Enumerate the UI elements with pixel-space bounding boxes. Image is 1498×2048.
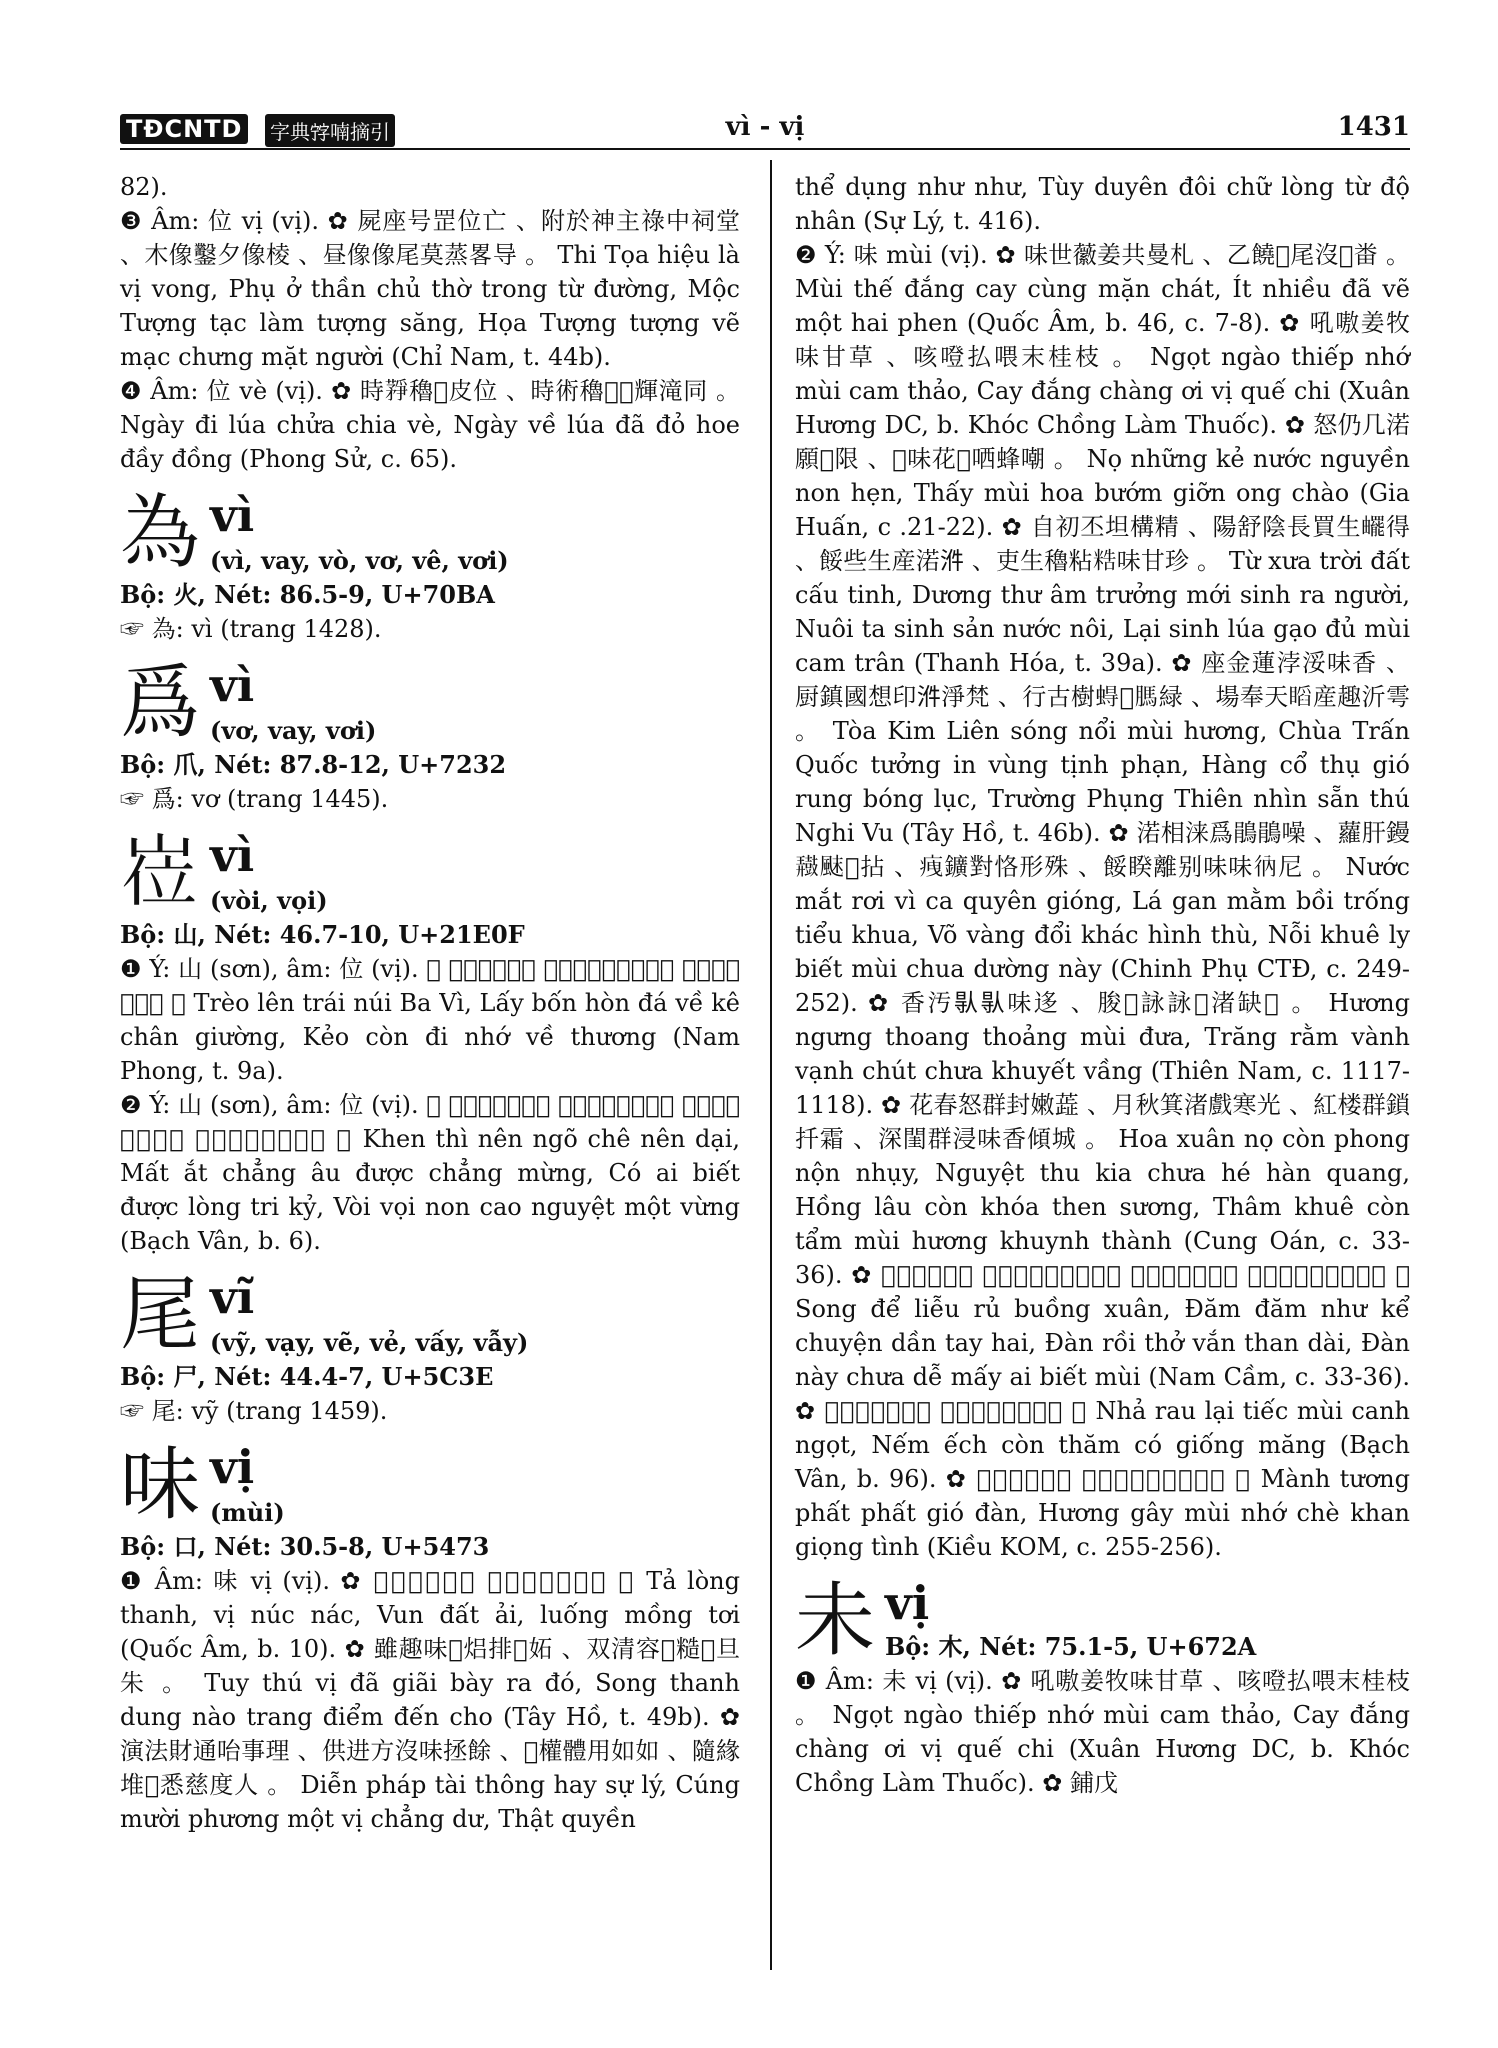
variants: (vòi, vọi) <box>210 886 328 915</box>
definition-paragraph: ❶ Âm: 未 vị (vị). ✿ 吼嗷姜牧味甘草 、咳噔払喂末桂枝 。 Ngọt ngào thiếp nhớ mùi cam thảo, Cay đắng chàng ơi vị quế chi (Xuân Hương DC, b. Khóc Chồng Làm Thuốc). ✿ 鋪戊 <box>795 1667 1410 1797</box>
variants: (vơ, vay, vơi) <box>210 716 377 745</box>
definition-paragraph: ❸ Âm: 位 vị (vị). ✿ 屍座号罡位亡 、附於神主祿中祠堂 、木像鑿夕像棱 、昼像像尾莫蒸畧导 。 Thi Tọa hiệu là vị vong, Phụ ở thần chủ thờ trong từ đường, Mộc Tượng tạc làm tượng săng, Họa Tượng tượng vẽ mạc chưng mặt người (Chỉ Nam, t. 44b). <box>120 207 740 371</box>
headword-char: 爲 <box>120 656 200 749</box>
running-head: vì - vị <box>725 112 805 142</box>
cross-reference: ☞ 爲: vơ (trang 1445). <box>120 785 389 813</box>
page-header <box>120 112 1410 148</box>
definition-paragraph: ❹ Âm: 位 vè (vị). ✿ 時𦽰穭𥻸皮位 、時術穭𣎏𦎡輝滝同 。 Ngày đi lúa chửa chia vè, Ngày về lúa đã đỏ hoe đầy đồng (Phong Sử, c. 65). <box>120 377 740 473</box>
definition-paragraph: ❷ Ý: 山 (sơn), âm: 位 (vị). ✿ 𣅶時𣐊午吱𣐊曳 、𠅒𢷀庄歐特庄𢠩 、固埃别特悉知己 、𡸏𡸏𡸏高月𢥋𣷭 。 Khen thì nên ngõ chê nên dại, Mất ắt chẳng âu được chẳng mừng, Có ai biết được lòng tri kỷ, Vòi vọi non cao nguyệt một vừng (Bạch Vân, b. 6). <box>120 1091 740 1255</box>
radical-info: Bộ: 尸, Nét: 44.4-7, U+5C3E <box>120 1362 494 1391</box>
headword: vì <box>210 488 255 542</box>
entry-vi-4 <box>120 1268 740 1428</box>
entry-vi-6 <box>795 1574 1410 1800</box>
headword-char: 味 <box>120 1438 200 1531</box>
left-column <box>120 170 740 1836</box>
definition-paragraph: thể dụng như như, Tùy duyên đôi chữ lòng từ độ nhân (Sự Lý, t. 416). <box>795 173 1410 235</box>
right-column <box>795 170 1410 1800</box>
headword: vị <box>210 1440 255 1494</box>
definition-paragraph: ❶ Âm: 味 vị (vị). ✿ 𤄯悉清味𦲸渃 、垺坦隘𡗶𦷫意 。 Tả lòng thanh, vị núc nác, Vun đất ải, luống mồng tơi (Quốc Âm, b. 10). ✿ 雖趣味𠲥焒排𤳸妬 、双清容𢢢糙𤈜旦朱 。 Tuy thú vị đã giãi bày ra đó, Song thanh dung nào trang điểm đến cho (Tây Hồ, t. 49b). ✿ 演法財通咍事理 、供进方沒味拯餘 、𡓡權體用如如 、隨緣堆𡗋悉慈度人 。 Diễn pháp tài thông hay sự lý, Cúng mười phương một vị chẳng dư, Thật quyền <box>120 1567 740 1833</box>
radical-info: Bộ: 爪, Nét: 87.8-12, U+7232 <box>120 750 507 779</box>
logo-tdcntd: TĐCNTD <box>120 114 248 144</box>
radical-info: Bộ: 山, Nét: 46.7-10, U+21E0F <box>120 920 525 949</box>
entry-vi-2 <box>120 656 740 816</box>
headword-char: 尾 <box>120 1268 200 1361</box>
headword: vì <box>210 658 255 712</box>
radical-info: Bộ: 口, Nét: 30.5-8, U+5473 <box>120 1532 490 1561</box>
definition-paragraph: ❶ Ý: 山 (sơn), âm: 位 (vị). ✿ 𨇒𨖲磧岃𢀨𡸏 、𢬣𡵒𡕯𥗍術穭𨅸𣞪 、𠫾群𦝄汝術傷 。 Trèo lên trái núi Ba Vì, Lấy bốn hòn đá về kê chân giường, Kẻo còn đi nhớ về thương (Nam Phong, t. 9a). <box>120 955 740 1085</box>
text-line: 82). <box>120 173 168 201</box>
header-rule <box>120 148 1410 150</box>
entry-vi-3 <box>120 826 740 1258</box>
variants: (vỹ, vạy, vẽ, vẻ, vấy, vẫy) <box>210 1328 529 1357</box>
headword-char: 𡸏 <box>120 826 200 919</box>
logo-han-nom: 字典𡨸喃摘引 <box>265 114 395 147</box>
radical-info: Bộ: 木, Nét: 75.1-5, U+672A <box>885 1632 1257 1661</box>
headword: vì <box>210 828 255 882</box>
headword: vĩ <box>210 1270 255 1324</box>
variants: (vì, vay, vò, vơ, vê, vơi) <box>210 546 509 575</box>
radical-info: Bộ: 火, Nét: 86.5-9, U+70BA <box>120 580 495 609</box>
entry-vi-1 <box>120 486 740 646</box>
definition-paragraph: ❷ Ý: 味 mùi (vị). ✿ 味世𧃸姜共曼札 、乙饒𡗉尾沒𠄩畨 。 Mùi thế đắng cay cùng mặn chát, Ít nhiều đã vẽ một hai phen (Quốc Âm, b. 46, c. 7-8). ✿ 吼嗷姜牧味甘草 、咳噔払喂末桂枝 。 Ngọt ngào thiếp nhớ mùi cam thảo, Cay đắng chàng ơi vị quế chi (Xuân Hương DC, b. Khóc Chồng Làm Thuốc). ✿ 怒仍几渃願𡀳限 、𧡊味花𧋆哂蜂嘲 。 Nọ những kẻ nước nguyền non hẹn, Thấy mùi hoa bướm giỡn ong chào (Gia Huấn, c .21-22). ✿ 自初丕坦構精 、陽舒陰長買生𤳸得 、餒些生産渃𣴓 、吏生穭粘𥺊味甘珍 。 Từ xưa trời đất cấu tinh, Dương thư âm trưởng mới sinh ra người, Nuôi ta sinh sản nước nôi, Lại sinh lúa gạo đủ mùi cam trân (Thanh Hóa, t. 39a). ✿ 座金蓮浡浽味香 、厨鎮國想印𣴓淨梵 、行古樹𧍋𢯏𦟐緑 、場奉天𥉰産趣沂雩 。 Tòa Kim Liên sóng nổi mùi hương, Chùa Trấn Quốc tưởng in vùng tịnh phạn, Hàng cổ thụ gió rung bóng lục, Trường Phụng Thiên nhìn sẵn thú Nghi Vu (Tây Hồ, t. 46b). ✿ 渃相涞爲鵑鵑噪 、蘿肝鏝𪔠𩗂𤏣拈 、𤵺鑛對恪形殊 、餒睽離别味味𢓇尼 。 Nước mắt rơi vì ca quyên gióng, Lá gan mằm bồi trống tiểu khua, Võ vàng đổi khác hình thù, Nỗi khuê ly biết mùi chua dường này (Chinh Phụ CTĐ, c. 249-252). ✿ 香汚𠊛𠊛味迻 、朘𣛨詠詠𥑩渚缺𨱽 。 Hương ngưng thoang thoảng mùi đưa, Trăng rằm vành vạnh chút chưa khuyết vầng (Thiên Nam, c. 1117-1118). ✿ 花春怒群封嫩蕋 、月秋箕渚戲寒光 、紅楼群鎖扦霜 、深閨群浸味香傾城 。 Hoa xuân nọ còn phong nộn nhụy, Nguyệt thu kia chưa hé hàn quang, Hồng lâu còn khóa then sương, Thâm khuê còn tẩm mùi hương khuynh thành (Cung Oán, c. 33-36). ✿ 𢷀𦀼柳𢭮房春 、吭吭如計傳寅𢮿𦝄 、彈耒咀𦀊嘆𠰉 、彈尼諸易𠅒埃别味 。 Song để liễu rủ buồng xuân, Đăm đăm như kể chuyện dần tay hai, Đàn rồi thở vắn than dài, Đàn này chưa dễ mấy ai biết mùi (Nam Cầm, c. 33-36). ✿ 𠰷𦼔吏惜味羮吼 、唸蝛𧋹𥊚固種𦬑 。 Nhả rau lại tiếc mùi canh ngọt, Nếm ếch còn thăm có giống măng (Bạch Vân, b. 96). ✿ 𢲣湘拂拂𧋆弹 、香𩑗味牧茶看𠿯情 。 Mành tương phất phất gió đàn, Hương gây mùi nhớ chè khan giọng tình (Kiều KOM, c. 255-256). <box>795 241 1410 1561</box>
cross-reference: ☞ 尾: vỹ (trang 1459). <box>120 1397 388 1425</box>
variants: (mùi) <box>210 1498 285 1527</box>
headword: vị <box>885 1576 930 1630</box>
headword-char: 為 <box>120 486 200 579</box>
cross-reference: ☞ 為: vì (trang 1428). <box>120 615 382 643</box>
column-divider <box>770 160 772 1970</box>
page-number: 1431 <box>1337 112 1410 142</box>
entry-vi-5 <box>120 1438 740 1836</box>
headword-char: 未 <box>795 1574 875 1667</box>
